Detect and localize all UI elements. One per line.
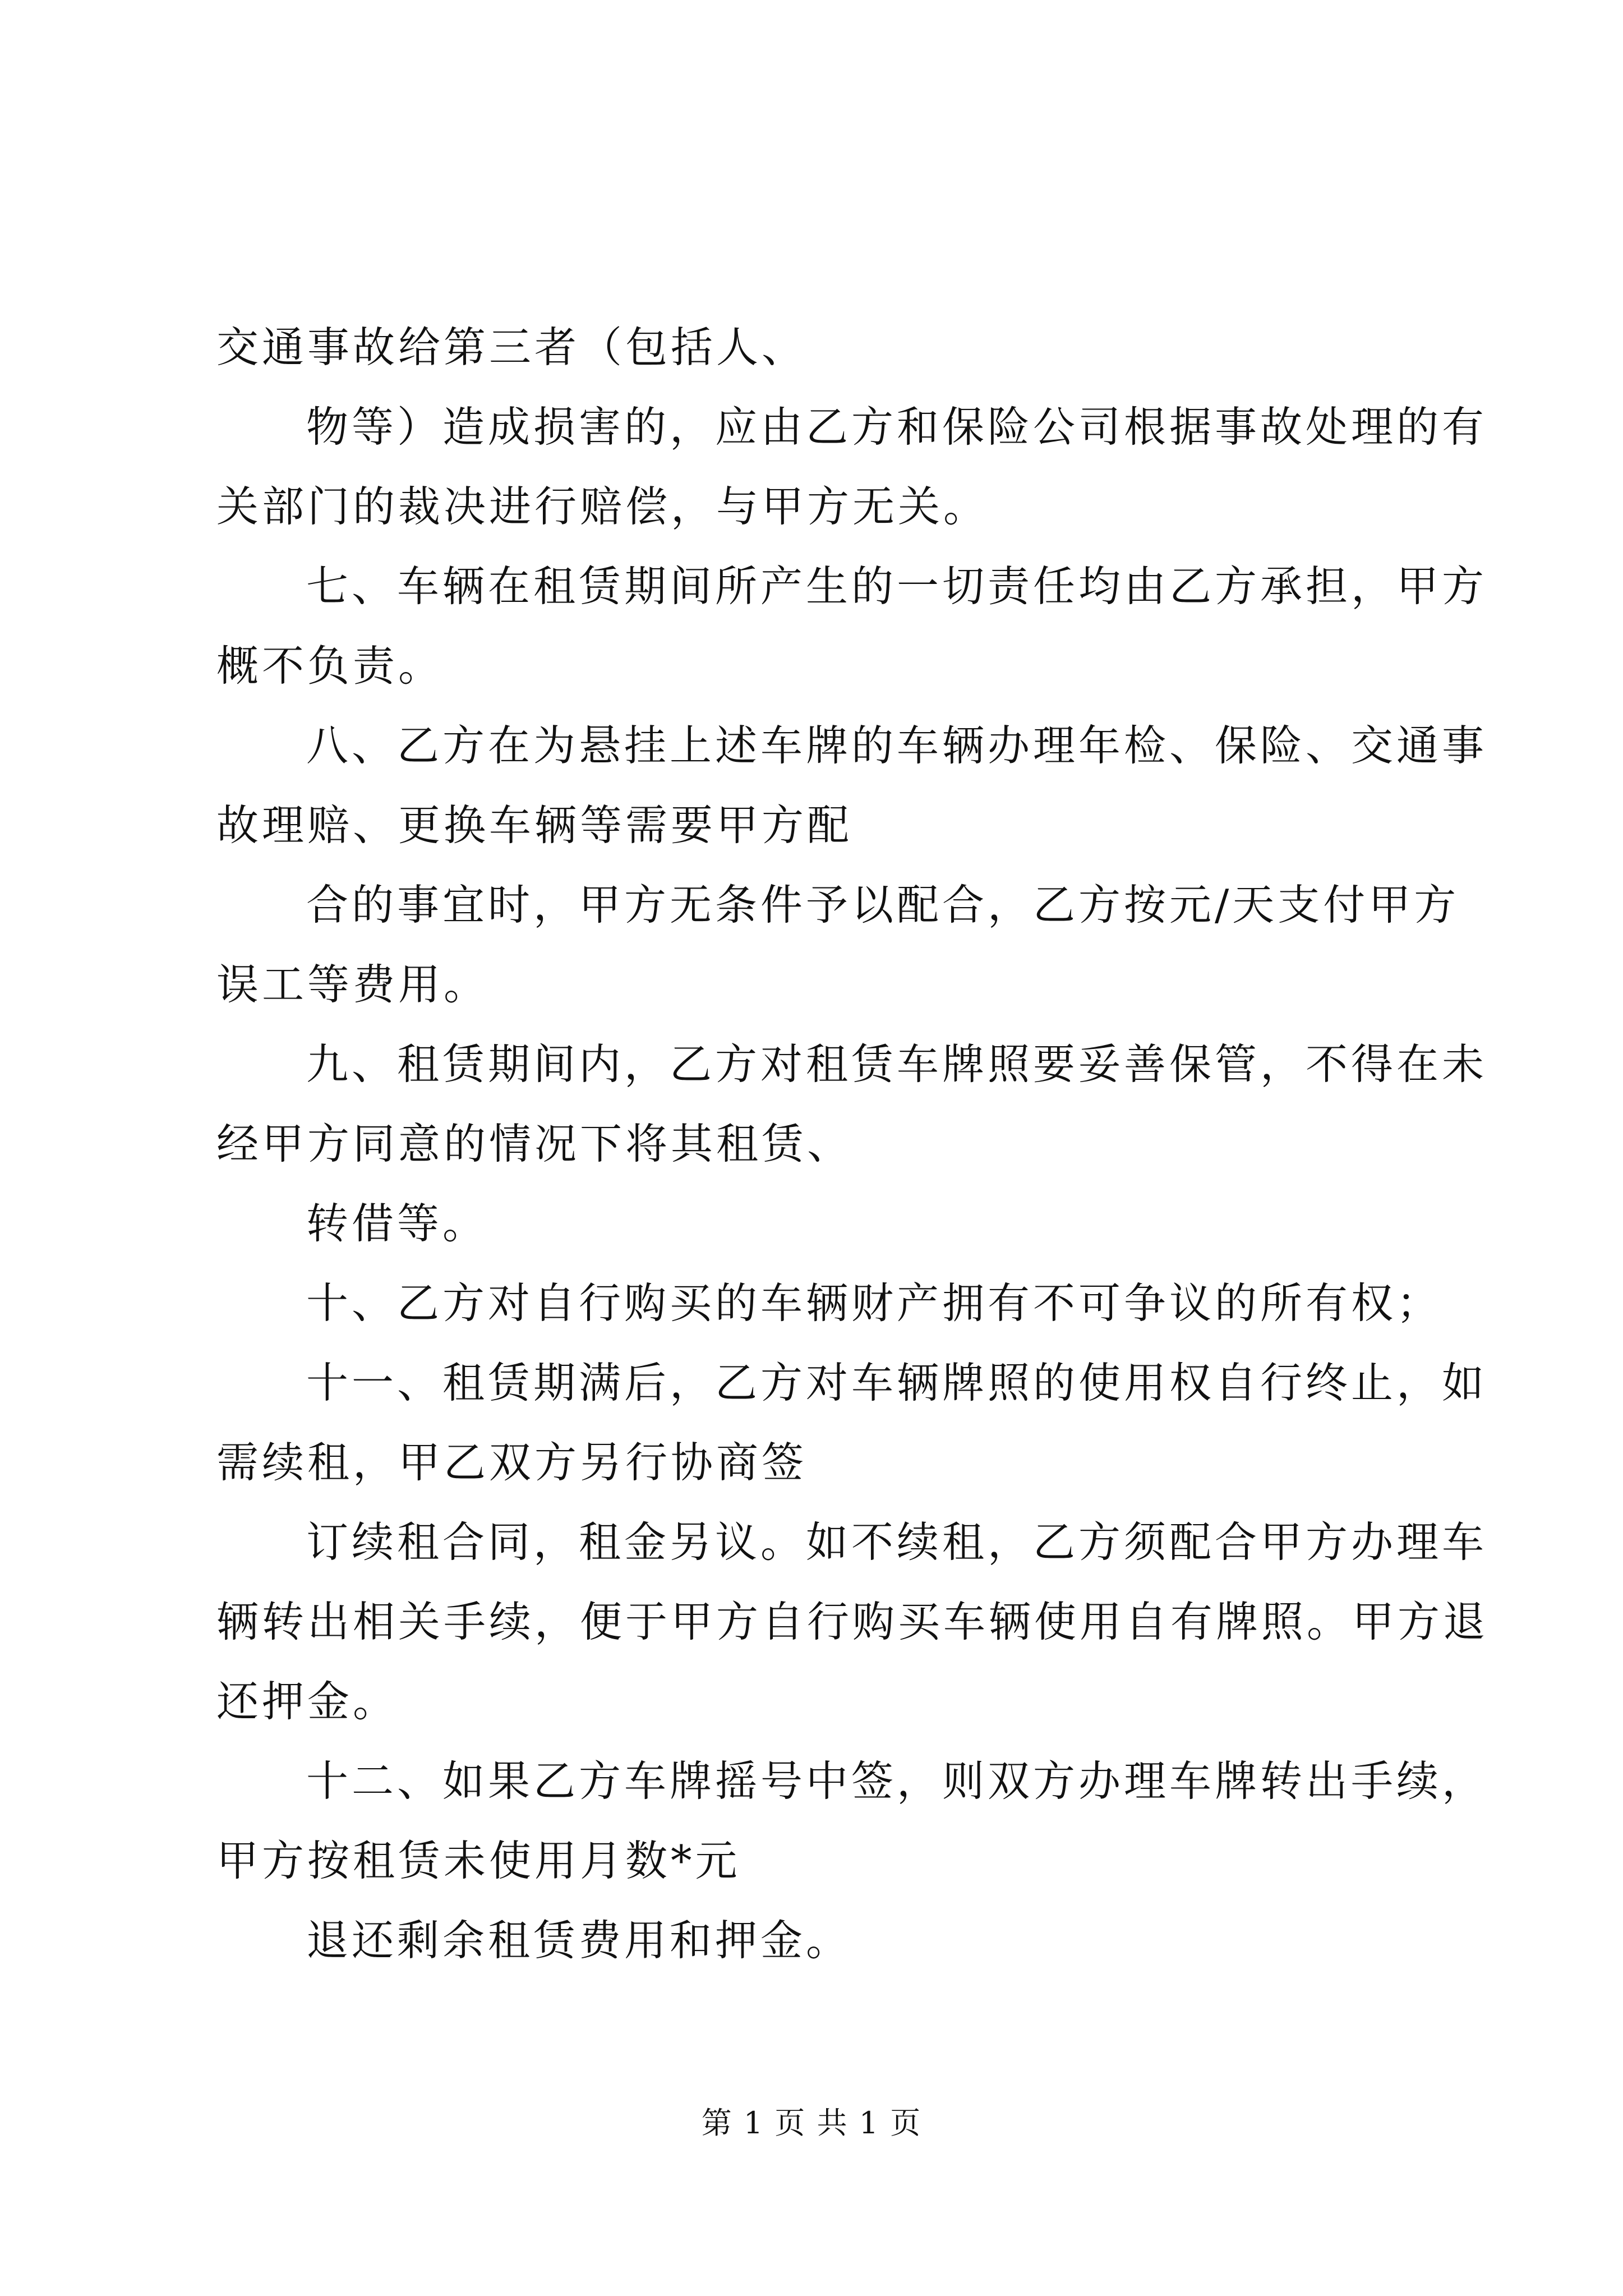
text-line: 转借等。 <box>306 1199 488 1248</box>
text-line: 甲方按租赁未使用月数*元 <box>216 1836 741 1885</box>
text-line: 辆转出相关手续，便于甲方自行购买车辆使用自有牌照。甲方退 <box>216 1597 1489 1646</box>
clause-9-line: 九、租赁期间内，乙方对租赁车牌照要妥善保管，不得在未 <box>306 1039 1488 1089</box>
document-body <box>216 307 1489 1980</box>
text-line: 合的事宜时，甲方无条件予以配合，乙方按元/天支付甲方 <box>306 880 1460 930</box>
text-line: 交通事故给第三者（包括人、 <box>216 323 808 372</box>
text-line: 退还剩余租赁费用和押金。 <box>306 1916 852 1965</box>
clause-7-line: 七、车辆在租赁期间所产生的一切责任均由乙方承担，甲方 <box>306 562 1488 611</box>
page-number-footer: 第 1 页 共 1 页 <box>701 2105 922 2141</box>
text-line: 关部门的裁决进行赔偿，与甲方无关。 <box>216 482 989 531</box>
text-line: 故理赔、更换车辆等需要甲方配 <box>216 800 853 850</box>
clause-11-line: 十一、租赁期满后，乙方对车辆牌照的使用权自行终止，如 <box>306 1358 1488 1407</box>
text-line: 需续租，甲乙双方另行协商签 <box>216 1438 808 1487</box>
clause-12-line: 十二、如果乙方车牌摇号中签，则双方办理车牌转出手续， <box>306 1756 1488 1806</box>
text-line: 经甲方同意的情况下将其租赁、 <box>216 1119 853 1168</box>
text-line: 物等）造成损害的，应由乙方和保险公司根据事故处理的有 <box>306 402 1488 452</box>
text-line: 误工等费用。 <box>216 960 490 1009</box>
text-line: 订续租合同，租金另议。如不续租，乙方须配合甲方办理车 <box>306 1517 1488 1567</box>
clause-8-line: 八、乙方在为悬挂上述车牌的车辆办理年检、保险、交通事 <box>306 721 1488 770</box>
text-line: 概不负责。 <box>216 641 444 691</box>
text-line: 还押金。 <box>216 1677 399 1726</box>
clause-10-line: 十、乙方对自行购买的车辆财产拥有不可争议的所有权； <box>306 1278 1442 1328</box>
